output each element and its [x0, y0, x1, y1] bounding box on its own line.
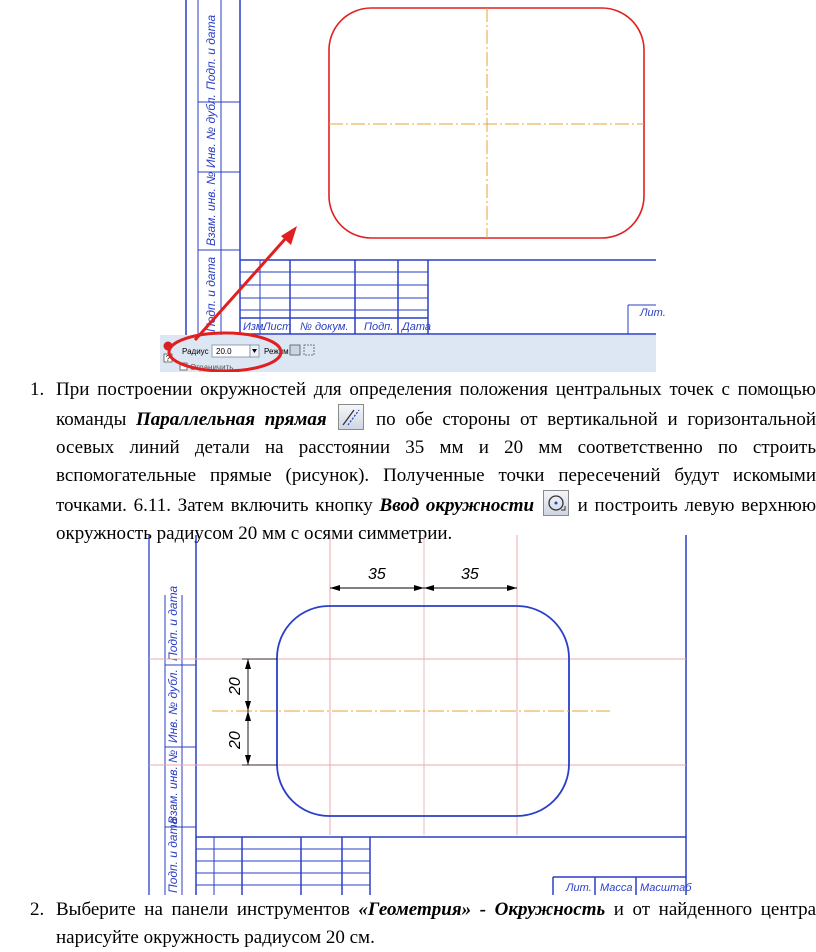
title-right-label: Лит.: [566, 882, 592, 894]
side-stamp-label: Подп. и дата: [204, 14, 218, 90]
step-2-paragraph: [30, 896, 816, 952]
side-stamp-label: Подп. и дата: [166, 585, 180, 661]
side-stamp-label: Подп. и дата: [166, 817, 180, 893]
step-text: по обе стороны от вертикальной и горизонтальной осевых линий детали на расстоянии 35 мм и 20 мм соответственно по строить вспомогательные прямые (рисунок). Полученные точки пересечений будут искомыми точками. 6.11. Затем включить кнопку: [56, 409, 816, 516]
dimension-label: 35: [368, 566, 386, 583]
dimension-label: 20: [227, 677, 244, 695]
step-text: При построении окружностей для определения положения центральных точек с помощью команды: [56, 379, 816, 430]
step-text: и от найденного центра нарисуйте окружность радиусом 20 см.: [56, 899, 816, 948]
command-name: Параллельная прямая: [136, 409, 327, 430]
step-text: и построить левую верхнюю окружность радиусом 20 мм с осями симметрии.: [56, 495, 816, 544]
mode-label: Режим: [264, 347, 289, 356]
title-right-label: Масса: [600, 882, 633, 894]
dimension-label: 20: [227, 731, 244, 749]
title-column-label: Изм.: [243, 321, 267, 333]
title-column-label: Подп.: [364, 321, 394, 333]
step-number: 1.: [30, 379, 45, 400]
step-text: Выберите на панели инструментов: [56, 899, 359, 920]
step-1-paragraph: [30, 376, 816, 548]
parallel-line-icon[interactable]: [338, 404, 364, 430]
checkbox-label: Ограничить...: [190, 363, 241, 372]
radius-value: 20.0: [216, 347, 232, 356]
figure-2-drawing: [0, 535, 816, 895]
svg-text:?: ?: [165, 354, 171, 363]
side-stamp-label: Взам. инв. №: [166, 749, 180, 824]
title-right-label: Масштаб: [640, 882, 692, 894]
side-stamp-label: Подп. и дата: [204, 256, 218, 332]
side-stamp-label: Инв. № дубл.: [166, 669, 180, 743]
side-stamp-label: Взам. инв. №: [204, 171, 218, 246]
mode-button-1[interactable]: [290, 345, 300, 355]
side-stamp-label: Инв. № дубл.: [204, 94, 218, 168]
figure-1-drawing: [0, 0, 816, 372]
title-column-label: Лист: [263, 321, 292, 333]
dimension-label: 35: [461, 566, 479, 583]
command-name: Ввод окружности: [379, 495, 535, 516]
title-column-label: Дата: [402, 321, 432, 333]
title-right-label: Лит.: [640, 307, 666, 319]
radius-label: Радиус: [182, 347, 209, 356]
title-column-label: № докум.: [300, 321, 349, 333]
circle-input-icon[interactable]: [543, 490, 569, 516]
command-name: «Геометрия» - Окружность: [358, 899, 606, 920]
step-number: 2.: [30, 899, 45, 920]
